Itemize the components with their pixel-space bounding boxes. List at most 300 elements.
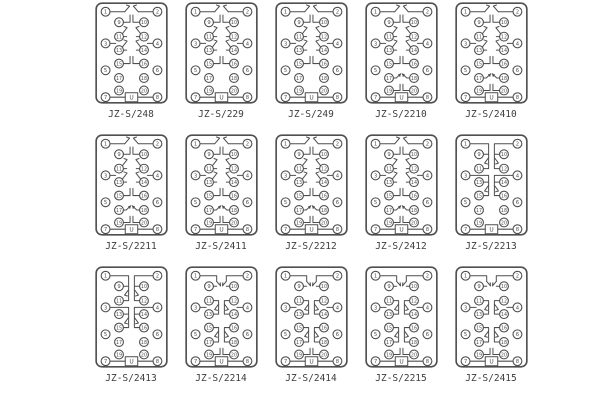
socket-case-outline <box>276 3 347 103</box>
terminal-number: 17 <box>475 76 482 82</box>
socket-case-outline <box>456 267 527 367</box>
contact-wiring <box>222 15 229 22</box>
contact-wiring <box>406 276 423 282</box>
schematic-sheet <box>86 2 546 398</box>
socket-case-outline <box>186 267 257 367</box>
terminal-number: 13 <box>295 312 302 318</box>
terminal-number: 8 <box>425 359 429 366</box>
terminal-number: 12 <box>500 299 507 305</box>
terminal-number: 14 <box>140 180 147 186</box>
contact-wiring <box>124 137 129 144</box>
relay-diagram-cell <box>86 2 176 134</box>
relay-diagram-cell <box>356 2 446 134</box>
coil-u-label: U <box>308 94 314 102</box>
terminal-number: 3 <box>283 41 287 48</box>
terminal-number: 2 <box>335 9 339 16</box>
terminal-number: 7 <box>373 227 377 234</box>
terminal-number: 4 <box>245 41 249 48</box>
terminal-number: 10 <box>230 21 237 27</box>
terminal-number: 2 <box>245 9 249 16</box>
terminal-number: 16 <box>140 326 147 332</box>
contact-wiring <box>304 5 309 12</box>
terminal-number: 3 <box>193 305 197 312</box>
terminal-number: 16 <box>230 326 237 332</box>
terminal-number: 5 <box>283 332 287 339</box>
terminal-number: 10 <box>500 153 507 159</box>
terminal-number: 15 <box>385 326 392 332</box>
terminal-number: 4 <box>515 305 519 312</box>
contact-wiring <box>314 304 318 310</box>
contact-wiring <box>492 84 499 90</box>
terminal-number: 18 <box>410 76 417 82</box>
terminal-number: 5 <box>283 68 287 75</box>
relay-socket-schematic <box>455 134 528 236</box>
terminal-number: 5 <box>193 332 197 339</box>
terminal-number: 3 <box>373 305 377 312</box>
terminal-number: 2 <box>425 9 429 16</box>
terminal-number: 14 <box>140 312 147 318</box>
terminal-number: 6 <box>155 200 159 207</box>
contact-wiring <box>312 348 319 354</box>
contact-wiring <box>312 56 319 63</box>
diagram-model-label: JZ-S/2213 <box>465 241 517 252</box>
relay-diagram-cell <box>176 2 266 134</box>
contact-wiring <box>393 348 400 354</box>
terminal-number: 19 <box>115 353 122 359</box>
coil-u-label: U <box>218 94 224 102</box>
diagram-model-label: JZ-S/248 <box>108 109 154 120</box>
terminal-number: 12 <box>230 35 237 41</box>
contact-wiring <box>135 26 140 33</box>
coil-u-label: U <box>218 358 224 366</box>
contact-wiring <box>483 56 490 63</box>
contact-wiring <box>394 331 398 337</box>
terminal-number: 11 <box>385 299 392 305</box>
diagram-model-label: JZ-S/2215 <box>375 373 427 384</box>
relay-socket-schematic <box>365 134 438 236</box>
relay-diagram-cell <box>176 134 266 266</box>
terminal-number: 15 <box>385 194 392 200</box>
contact-wiring <box>494 185 498 191</box>
contact-wiring <box>315 172 320 179</box>
relay-diagram-cell <box>446 134 536 266</box>
terminal-number: 15 <box>205 326 212 332</box>
contact-wiring <box>393 84 400 90</box>
diagram-model-label: JZ-S/2211 <box>105 241 157 252</box>
terminal-number: 13 <box>385 180 392 186</box>
contact-wiring <box>482 26 487 33</box>
terminal-number: 1 <box>373 141 377 148</box>
terminal-number: 5 <box>373 332 377 339</box>
terminal-number: 15 <box>385 62 392 68</box>
terminal-number: 9 <box>386 20 391 27</box>
contact-wiring <box>394 137 399 144</box>
terminal-number: 4 <box>245 173 249 180</box>
relay-socket-schematic <box>365 2 438 104</box>
contact-wiring <box>222 216 229 222</box>
contact-wiring <box>213 147 220 154</box>
terminal-number: 7 <box>103 359 107 366</box>
diagram-model-label: JZ-S/2411 <box>195 241 247 252</box>
terminal-number: 7 <box>193 359 197 366</box>
contact-wiring <box>303 147 310 154</box>
contact-wiring <box>483 15 490 22</box>
terminal-number: 7 <box>193 227 197 234</box>
terminal-number: 5 <box>463 200 467 207</box>
terminal-number: 11 <box>205 167 212 173</box>
terminal-number: 14 <box>500 312 507 318</box>
contact-wiring <box>132 216 139 222</box>
terminal-number: 9 <box>296 20 301 27</box>
contact-wiring <box>492 281 496 285</box>
terminal-number: 12 <box>140 35 147 41</box>
terminal-number: 7 <box>103 95 107 102</box>
contact-wiring <box>484 185 488 191</box>
terminal-number: 20 <box>140 353 147 359</box>
terminal-number: 14 <box>230 180 237 186</box>
terminal-number: 16 <box>500 194 507 200</box>
contact-wiring <box>289 276 306 282</box>
contact-wiring <box>393 216 400 222</box>
coil-u-label: U <box>308 358 314 366</box>
terminal-number: 7 <box>463 359 467 366</box>
contact-wiring <box>405 158 410 165</box>
contact-wiring <box>314 331 318 337</box>
relay-diagram-cell <box>266 134 356 266</box>
terminal-number: 4 <box>155 41 159 48</box>
terminal-number: 14 <box>320 48 327 54</box>
terminal-number: 12 <box>410 167 417 173</box>
terminal-number: 11 <box>475 35 482 41</box>
terminal-number: 16 <box>140 194 147 200</box>
terminal-number: 3 <box>103 173 107 180</box>
terminal-number: 13 <box>385 312 392 318</box>
terminal-number: 7 <box>283 227 287 234</box>
terminal-number: 2 <box>335 141 339 148</box>
terminal-number: 20 <box>230 221 237 227</box>
terminal-number: 14 <box>230 48 237 54</box>
contact-wiring <box>213 15 220 22</box>
terminal-number: 18 <box>410 208 417 214</box>
terminal-number: 20 <box>230 89 237 95</box>
terminal-number: 17 <box>385 76 392 82</box>
diagram-model-label: JZ-S/229 <box>198 109 244 120</box>
contact-wiring <box>223 137 228 144</box>
terminal-number: 2 <box>155 273 159 280</box>
terminal-number: 8 <box>155 95 159 102</box>
contact-wiring <box>316 276 333 282</box>
terminal-number: 17 <box>205 76 212 82</box>
terminal-number: 10 <box>500 285 507 291</box>
contact-wiring <box>124 317 128 323</box>
terminal-number: 19 <box>475 221 482 227</box>
terminal-number: 10 <box>410 21 417 27</box>
relay-diagram-cell <box>446 266 536 398</box>
terminal-number: 2 <box>245 273 249 280</box>
terminal-number: 2 <box>425 273 429 280</box>
relay-socket-schematic <box>95 2 168 104</box>
diagram-model-label: JZ-S/2210 <box>375 109 427 120</box>
contact-wiring <box>225 172 230 179</box>
terminal-number: 3 <box>463 305 467 312</box>
contact-wiring <box>492 348 499 354</box>
contact-wiring <box>225 40 230 47</box>
terminal-number: 3 <box>283 305 287 312</box>
terminal-number: 16 <box>410 194 417 200</box>
contact-wiring <box>312 216 319 222</box>
contact-wiring <box>224 304 228 310</box>
terminal-number: 13 <box>295 48 302 54</box>
terminal-number: 6 <box>425 332 429 339</box>
terminal-number: 9 <box>116 152 121 159</box>
terminal-number: 10 <box>140 21 147 27</box>
coil-u-label: U <box>218 226 224 234</box>
contact-wiring <box>312 147 319 154</box>
contact-wiring <box>402 188 409 195</box>
terminal-number: 1 <box>283 273 287 280</box>
terminal-number: 18 <box>320 340 327 346</box>
terminal-number: 6 <box>515 200 519 207</box>
contact-wiring <box>213 188 220 195</box>
terminal-number: 17 <box>115 76 122 82</box>
terminal-number: 14 <box>500 180 507 186</box>
terminal-number: 19 <box>205 89 212 95</box>
contact-wiring <box>302 40 307 47</box>
terminal-number: 1 <box>193 273 197 280</box>
terminal-number: 17 <box>205 340 212 346</box>
terminal-number: 16 <box>500 326 507 332</box>
relay-socket-schematic <box>95 266 168 368</box>
terminal-number: 19 <box>295 221 302 227</box>
terminal-number: 19 <box>115 221 122 227</box>
contact-wiring <box>123 216 130 222</box>
terminal-number: 13 <box>475 48 482 54</box>
contact-wiring <box>214 331 218 337</box>
contact-wiring <box>213 56 220 63</box>
terminal-number: 7 <box>193 95 197 102</box>
terminal-number: 9 <box>116 284 121 291</box>
contact-wiring <box>123 188 130 195</box>
contact-wiring <box>392 172 397 179</box>
terminal-number: 9 <box>206 20 211 27</box>
terminal-number: 20 <box>500 221 507 227</box>
terminal-number: 5 <box>103 68 107 75</box>
terminal-number: 15 <box>475 194 482 200</box>
terminal-number: 15 <box>205 62 212 68</box>
terminal-number: 18 <box>140 208 147 214</box>
diagram-model-label: JZ-S/2410 <box>465 109 517 120</box>
terminal-number: 11 <box>295 35 302 41</box>
contact-wiring <box>303 56 310 63</box>
coil-u-label: U <box>128 226 134 234</box>
terminal-number: 14 <box>230 312 237 318</box>
terminal-number: 2 <box>245 141 249 148</box>
contact-wiring <box>214 5 219 12</box>
socket-case-outline <box>366 267 437 367</box>
contact-wiring <box>392 40 397 47</box>
terminal-number: 16 <box>230 194 237 200</box>
terminal-number: 18 <box>140 340 147 346</box>
terminal-number: 10 <box>410 153 417 159</box>
terminal-number: 18 <box>500 340 507 346</box>
terminal-number: 7 <box>463 95 467 102</box>
terminal-number: 14 <box>320 312 327 318</box>
socket-case-outline <box>276 135 347 235</box>
contact-wiring <box>216 281 220 285</box>
contact-wiring <box>402 281 406 285</box>
terminal-number: 19 <box>475 89 482 95</box>
contact-wiring <box>493 5 498 12</box>
contact-wiring <box>132 15 139 22</box>
terminal-number: 1 <box>283 141 287 148</box>
contact-wiring <box>304 137 309 144</box>
contact-wiring <box>484 5 489 12</box>
terminal-number: 11 <box>475 299 482 305</box>
contact-wiring <box>393 56 400 63</box>
contact-wiring <box>199 276 216 282</box>
terminal-number: 13 <box>115 180 122 186</box>
contact-wiring <box>404 331 408 337</box>
contact-wiring <box>302 26 307 33</box>
terminal-number: 10 <box>140 153 147 159</box>
terminal-number: 6 <box>245 332 249 339</box>
contact-wiring <box>214 304 218 310</box>
socket-case-outline <box>276 267 347 367</box>
terminal-number: 7 <box>373 95 377 102</box>
socket-case-outline <box>96 267 167 367</box>
contact-wiring <box>402 348 409 354</box>
contact-wiring <box>212 172 217 179</box>
contact-wiring <box>379 276 396 282</box>
terminal-number: 13 <box>475 180 482 186</box>
contact-wiring <box>224 331 228 337</box>
terminal-number: 4 <box>335 305 339 312</box>
contact-wiring <box>222 56 229 63</box>
terminal-number: 15 <box>475 326 482 332</box>
contact-wiring <box>135 172 140 179</box>
terminal-number: 1 <box>193 141 197 148</box>
terminal-number: 17 <box>385 340 392 346</box>
terminal-number: 6 <box>515 332 519 339</box>
terminal-number: 12 <box>320 167 327 173</box>
contact-wiring <box>122 26 127 33</box>
terminal-number: 9 <box>296 284 301 291</box>
terminal-number: 20 <box>500 89 507 95</box>
terminal-number: 20 <box>500 353 507 359</box>
diagram-model-label: JZ-S/2413 <box>105 373 157 384</box>
contact-wiring <box>483 348 490 354</box>
contact-wiring <box>492 15 499 22</box>
terminal-number: 6 <box>515 68 519 75</box>
terminal-number: 11 <box>295 299 302 305</box>
terminal-number: 17 <box>475 208 482 214</box>
contact-wiring <box>313 5 318 12</box>
terminal-number: 5 <box>103 332 107 339</box>
contact-wiring <box>213 348 220 354</box>
terminal-number: 8 <box>425 227 429 234</box>
contact-wiring <box>315 26 320 33</box>
terminal-number: 4 <box>515 173 519 180</box>
terminal-number: 9 <box>386 152 391 159</box>
contact-wiring <box>133 137 138 144</box>
terminal-number: 8 <box>425 95 429 102</box>
terminal-number: 6 <box>425 68 429 75</box>
contact-wiring <box>122 40 127 47</box>
terminal-number: 12 <box>320 299 327 305</box>
terminal-number: 7 <box>463 227 467 234</box>
contact-wiring <box>212 26 217 33</box>
terminal-number: 16 <box>410 62 417 68</box>
coil-u-label: U <box>308 226 314 234</box>
terminal-number: 11 <box>115 35 122 41</box>
terminal-number: 17 <box>205 208 212 214</box>
terminal-number: 15 <box>295 194 302 200</box>
terminal-number: 9 <box>296 152 301 159</box>
contact-wiring <box>402 84 409 90</box>
diagram-model-label: JZ-S/2415 <box>465 373 517 384</box>
coil-u-label: U <box>128 94 134 102</box>
contact-wiring <box>222 281 226 285</box>
terminal-number: 1 <box>463 141 467 148</box>
contact-wiring <box>396 281 400 285</box>
terminal-number: 12 <box>140 167 147 173</box>
terminal-number: 18 <box>230 208 237 214</box>
terminal-number: 3 <box>103 41 107 48</box>
terminal-number: 16 <box>230 62 237 68</box>
terminal-number: 2 <box>515 9 519 16</box>
terminal-number: 4 <box>335 41 339 48</box>
socket-case-outline <box>366 3 437 103</box>
terminal-number: 19 <box>385 353 392 359</box>
terminal-number: 12 <box>410 35 417 41</box>
terminal-number: 1 <box>103 141 107 148</box>
terminal-number: 4 <box>425 41 429 48</box>
terminal-number: 19 <box>115 89 122 95</box>
contact-wiring <box>123 15 130 22</box>
terminal-number: 9 <box>476 20 481 27</box>
contact-wiring <box>132 56 139 63</box>
socket-case-outline <box>366 135 437 235</box>
contact-wiring <box>484 158 488 164</box>
terminal-number: 13 <box>115 312 122 318</box>
relay-socket-schematic <box>455 266 528 368</box>
coil-u-label: U <box>488 358 494 366</box>
terminal-number: 4 <box>155 305 159 312</box>
contact-wiring <box>313 137 318 144</box>
terminal-number: 7 <box>283 95 287 102</box>
socket-case-outline <box>96 3 167 103</box>
terminal-number: 11 <box>295 167 302 173</box>
relay-diagram-cell <box>446 2 536 134</box>
contact-wiring <box>486 281 490 285</box>
terminal-number: 13 <box>385 48 392 54</box>
contact-wiring <box>469 276 486 282</box>
terminal-number: 1 <box>373 273 377 280</box>
terminal-number: 5 <box>373 200 377 207</box>
terminal-number: 2 <box>515 273 519 280</box>
terminal-number: 12 <box>410 299 417 305</box>
terminal-number: 10 <box>320 153 327 159</box>
contact-wiring <box>302 172 307 179</box>
terminal-number: 16 <box>500 62 507 68</box>
contact-wiring <box>495 40 500 47</box>
terminal-number: 17 <box>295 208 302 214</box>
terminal-number: 20 <box>140 221 147 227</box>
diagram-model-label: JZ-S/2414 <box>285 373 337 384</box>
terminal-number: 10 <box>230 153 237 159</box>
contact-wiring <box>494 304 498 310</box>
terminal-number: 8 <box>335 227 339 234</box>
